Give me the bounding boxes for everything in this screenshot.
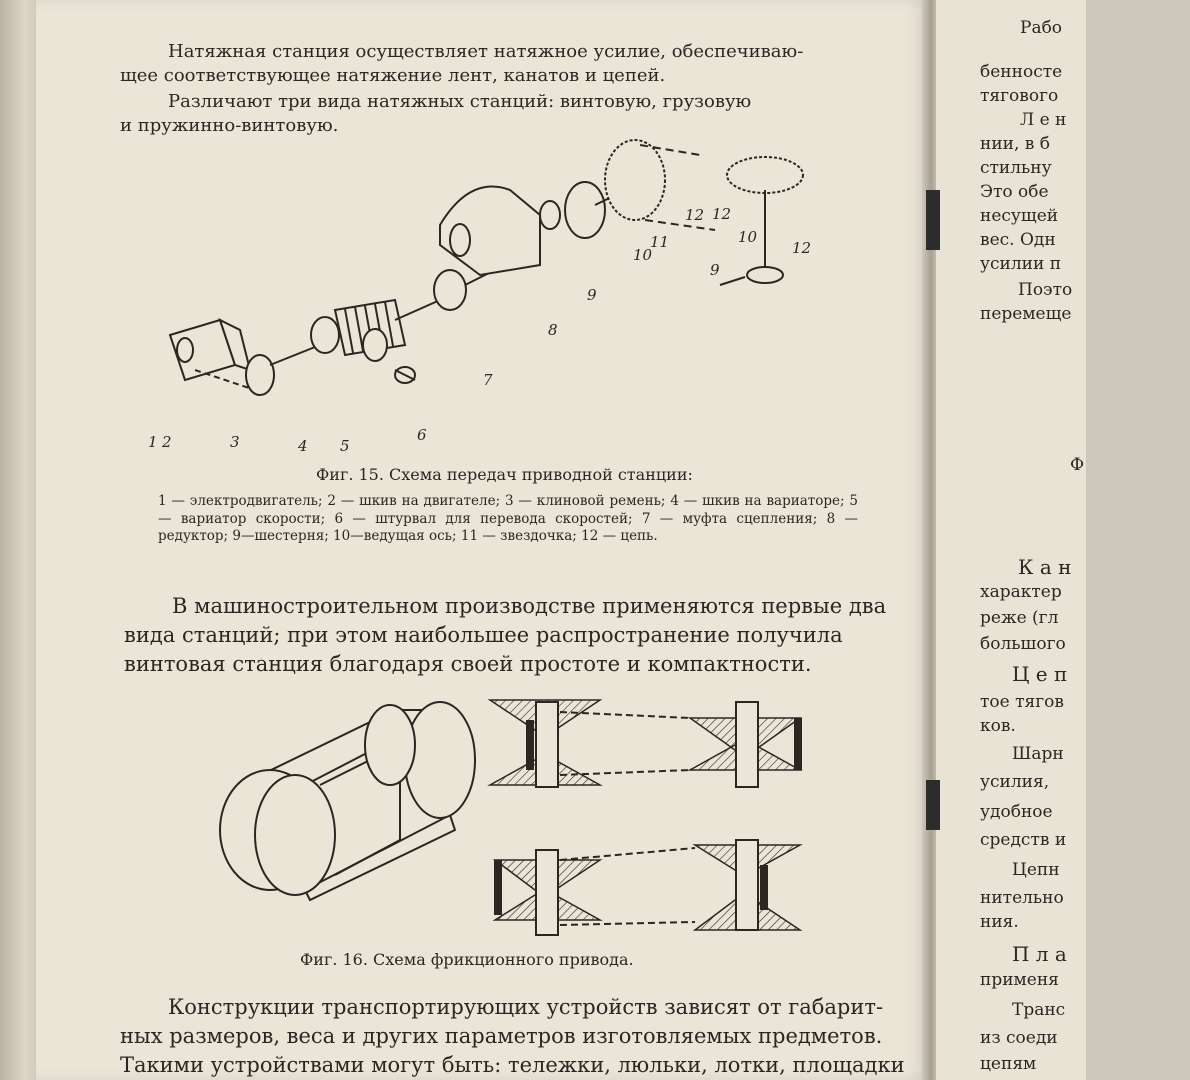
right-line: вес. Одн: [980, 230, 1056, 250]
right-line: несущей: [980, 206, 1059, 226]
sprocket-1: [605, 140, 665, 220]
shaft-1: [270, 345, 320, 365]
speed-variator-disc-2: [363, 329, 387, 361]
figure-16-friction-drive-diagram: [210, 690, 820, 940]
reducer: [440, 187, 540, 275]
paragraph-3: [124, 592, 904, 679]
right-line: Шарн: [1012, 744, 1064, 764]
paragraph-2: [120, 90, 890, 138]
fig15-label-12c: 12: [792, 239, 812, 257]
fig15-label-9: 9: [587, 286, 597, 304]
right-line: средств и: [980, 830, 1067, 850]
book-edge-left: [0, 0, 40, 1080]
paragraph-4: [120, 993, 920, 1080]
sprocket-2: [727, 157, 803, 193]
variator-pulley: [246, 355, 274, 395]
right-line: Это обе: [980, 182, 1049, 202]
fig15-label-5: 5: [340, 437, 350, 455]
right-line: нии, в б: [980, 134, 1051, 154]
fig15-label-12: 12: [685, 206, 705, 224]
fig15-label-2: 2: [162, 433, 172, 451]
clutch-coupling: [434, 270, 466, 310]
fig15-label-7: 7: [483, 371, 493, 389]
fig15-label-1: 1: [148, 433, 158, 451]
cone-pulley-top-right: [690, 702, 802, 787]
paragraph-3-line-1: В машиностроительном производстве применяются первые два: [172, 594, 887, 618]
shaft-2: [395, 300, 440, 320]
right-line: тягового: [980, 86, 1059, 106]
right-line: нительно: [980, 888, 1064, 908]
right-line: Цепн: [1012, 860, 1060, 880]
right-line: стильну: [980, 158, 1052, 178]
paragraph-2-line-1: Различают три вида натяжных станций: винтовую, грузовую: [168, 91, 752, 112]
paragraph-1-line-1: Натяжная станция осуществляет натяжное усилие, обеспечиваю-: [168, 41, 804, 62]
paragraph-1-line-2: щее соответствующее натяжение лент, канатов и цепей.: [120, 65, 666, 86]
right-line: Ц е п: [1012, 662, 1068, 686]
paragraph-3-line-2: вида станций; при этом наибольшее распространение получила: [124, 623, 843, 647]
fig15-label-4: 4: [298, 437, 308, 455]
right-line: Ф: [1070, 455, 1085, 475]
right-line: усилия,: [980, 772, 1050, 792]
right-line: ков.: [980, 716, 1016, 736]
right-line: тое тягов: [980, 692, 1064, 712]
right-line: удобное: [980, 802, 1053, 822]
paragraph-2-line-2: и пружинно-винтовую.: [120, 115, 339, 136]
paragraph-4-line-3: Такими устройствами могут быть: тележки, люльки, лотки, площадки: [120, 1053, 905, 1077]
right-line: применя: [980, 970, 1059, 990]
gear-pinion: [540, 201, 560, 229]
gear-bottom: [747, 267, 783, 283]
figure-15-drive-station-diagram: [140, 135, 860, 455]
right-line: цепям: [980, 1054, 1037, 1074]
right-line: Л е н: [1020, 110, 1067, 130]
cone-pulley-bottom-right: [695, 840, 800, 930]
right-line: ния.: [980, 912, 1019, 932]
right-line: перемеще: [980, 304, 1072, 324]
page-tab-marker: [926, 780, 940, 830]
right-line: усилии п: [980, 254, 1062, 274]
chain-lower: [645, 220, 715, 230]
fig15-label-9b: 9: [710, 261, 720, 279]
paragraph-3-line-3: винтовая станция благодаря своей простоте и компактности.: [124, 652, 812, 676]
fig15-label-6: 6: [417, 426, 427, 444]
right-line: Транс: [1012, 1000, 1066, 1020]
friction-drive-cylinder: [220, 702, 475, 900]
fig15-label-8: 8: [548, 321, 558, 339]
fig15-label-3: 3: [230, 433, 240, 451]
gear: [565, 182, 605, 238]
figure-15-caption: Фиг. 15. Схема передач приводной станции:: [316, 465, 693, 484]
right-line: реже (гл: [980, 608, 1059, 628]
fig15-label-11: 11: [650, 233, 670, 251]
right-line: П л а: [1012, 942, 1067, 966]
electric-motor: [170, 320, 250, 380]
speed-variator-disc-1: [311, 317, 339, 353]
paragraph-4-line-1: Конструкции транспортирующих устройств зависят от габарит-: [168, 995, 884, 1019]
right-line: Рабо: [1020, 18, 1063, 38]
right-line: из соеди: [980, 1028, 1058, 1048]
cone-pulley-bottom-left: [494, 850, 600, 935]
paragraph-4-line-2: ных размеров, веса и других параметров изготовляемых предметов.: [120, 1024, 883, 1048]
right-line: Поэто: [1018, 280, 1073, 300]
figure-15-legend: 1 — электродвигатель; 2 — шкив на двигателе; 3 — клиновой ремень; 4 — шкив на вариаторе; 5 — вариатор скорости; 6 — штурвал для перевода скоростей; 7 — муфта сцепления; 8 — редуктор; 9—шестерня; 10—ведущая ось; 11 — звездочка; 12 — цепь.: [158, 493, 858, 544]
fig15-label-12b: 12: [712, 205, 732, 223]
paragraph-1: [120, 40, 890, 88]
right-line: большого: [980, 634, 1066, 654]
fig15-label-10: 10: [633, 246, 653, 264]
fig15-label-10b: 10: [738, 228, 758, 246]
right-line: К а н: [1018, 555, 1072, 579]
right-line: бенносте: [980, 62, 1063, 82]
figure-16-caption: Фиг. 16. Схема фрикционного привода.: [300, 950, 634, 969]
page-tab-marker: [926, 190, 940, 250]
right-line: характер: [980, 582, 1062, 602]
